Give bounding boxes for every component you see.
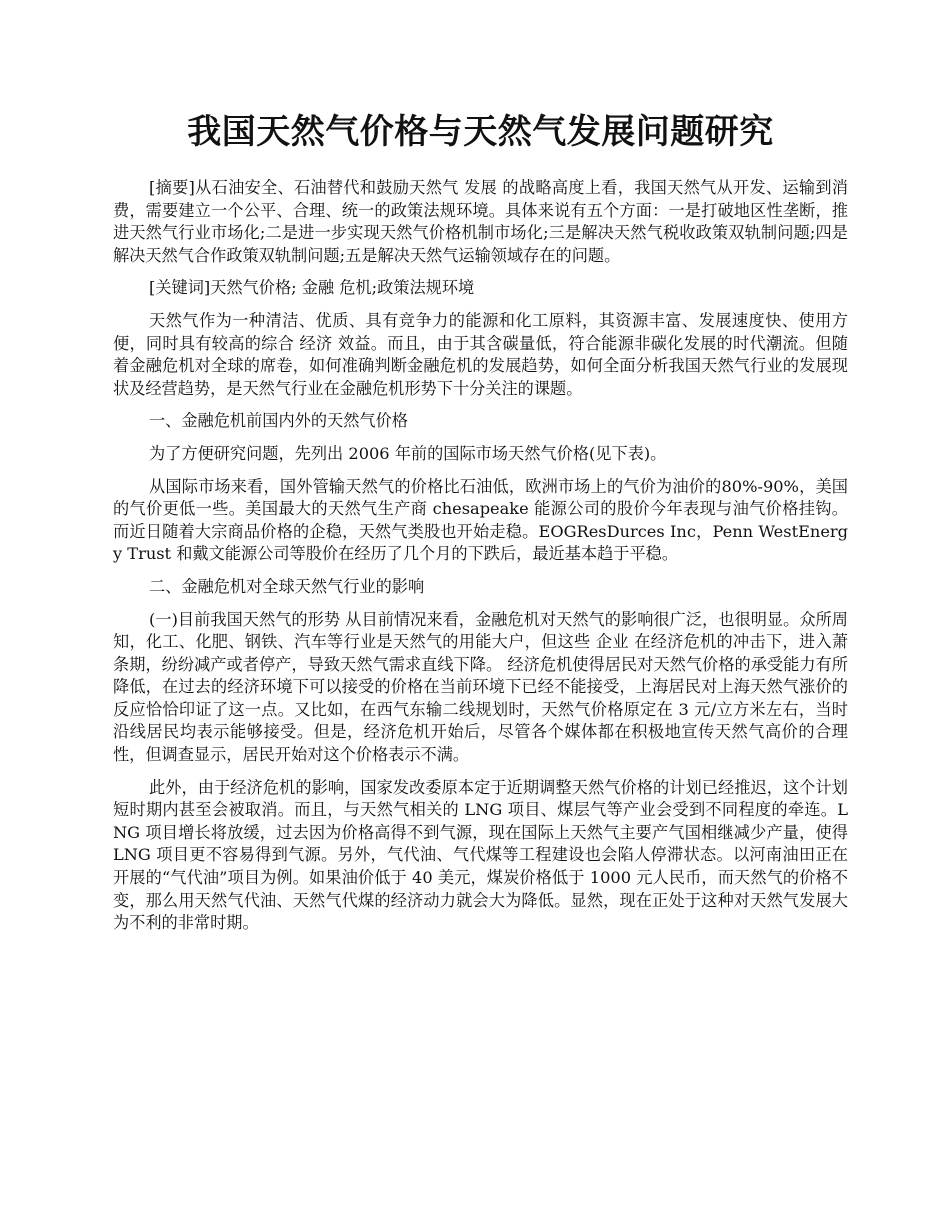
keywords-paragraph: [关键词]天然气价格; 金融 危机;政策法规环境 [149,278,475,298]
section-heading-2: 二、金融危机对全球天然气行业的影响 [149,576,425,596]
body-paragraph: 此外，由于经济危机的影响，国家发改委原本定于近期调整天然气价格的计划已经推迟，这个计划短时期内甚至会被取消。而且，与天然气相关的 LNG 项目、煤层气等产业会受到不同程度的牵连。LNG 项目增长将放缓，过去因为价格高得不到气源，现在国际上天然气主要产气国相继减少产量，使得 LNG 项目更不容易得到气源。另外，气代油、气代煤等工程建设也会陷人停滞状态。以河南油田正在开展的“气代油”项目为例。如果油价低于 40 美元，煤炭价格低于 1000 元人民币，而天然气的价格不变，那么用天然气代油、天然气代煤的经济动力就会大为降低。显然，现在正处于这种对天然气发展大为不利的非常时期。 [113,777,848,933]
body-paragraph: (一)目前我国天然气的形势 从目前情况来看，金融危机对天然气的影响很广泛，也很明显。众所周知，化工、化肥、钢铁、汽车等行业是天然气的用能大户，但这些 企业 在经济危机的冲击下，进入萧条期，纷纷减产或者停产，导致天然气需求直线下降。 经济危机使得居民对天然气价格的承受能力有所降低，在过去的经济环境下可以接受的价格在当前环境下已经不能接受，上海居民对上海天然气涨价的反应恰恰印证了这一点。又比如，在西气东输二线规划时，天然气价格原定在 3 元/立方米左右，当时沿线居民均表示能够接受。但是，经济危机开始后，尽管各个媒体都在积极地宣传天然气高价的合理性，但调查显示，居民开始对这个价格表示不满。 [113,609,848,765]
body-paragraph: 为了方便研究问题，先列出 2006 年前的国际市场天然气价格(见下表)。 [149,443,667,463]
document-page [113,108,848,945]
document-title: 我国天然气价格与天然气发展问题研究 [187,112,774,152]
intro-paragraph: 天然气作为一种清洁、优质、具有竞争力的能源和化工原料，其资源丰富、发展速度快、使用方便，同时具有较高的综合 经济 效益。而且，由于其含碳量低，符合能源非碳化发展的时代潮流。但随着金融危机对全球的席卷，如何准确判断金融危机的发展趋势，如何全面分析我国天然气行业的发展现状及经营趋势，是天然气行业在金融危机形势下十分关注的课题。 [113,310,848,398]
section-heading-1: 一、金融危机前国内外的天然气价格 [149,411,408,431]
body-paragraph: 从国际市场来看，国外管输天然气的价格比石油低，欧洲市场上的气价为油价的80%-90%，美国的气价更低一些。美国最大的天然气生产商 chesapeake 能源公司的股价今年表现与油气价格挂钩。而近日随着大宗商品价格的企稳，天然气类股也开始走稳。EOGResDurces Inc，Penn WestEnergy Trust 和戴文能源公司等股价在经历了几个月的下跌后，最近基本趋于平稳。 [113,476,848,564]
abstract-paragraph: [摘要]从石油安全、石油替代和鼓励天然气 发展 的战略高度上看，我国天然气从开发、运输到消费，需要建立一个公平、合理、统一的政策法规环境。具体来说有五个方面：一是打破地区性垄断，推进天然气行业市场化;二是进一步实现天然气价格机制市场化;三是解决天然气税收政策双轨制问题;四是解决天然气合作政策双轨制问题;五是解决天然气运输领域存在的问题。 [113,178,848,265]
